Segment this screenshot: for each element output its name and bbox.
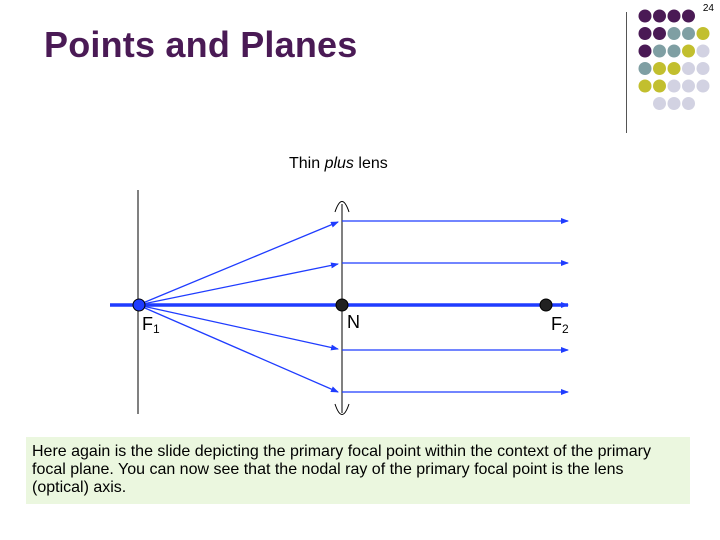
lens-caption-suffix: lens	[353, 155, 388, 172]
label-f1-sub: 1	[153, 322, 160, 336]
primary-focal-point-f1	[133, 299, 145, 311]
slide-number: 24	[702, 3, 714, 14]
explanation-note: Here again is the slide depicting the primary focal point within the context of the primary focal plane. You can now see that the nodal ray of the primary focal point is the lens (optical) axis.	[26, 437, 690, 504]
ray-1-incoming	[138, 222, 338, 305]
slide-title: Points and Planes	[44, 24, 358, 65]
label-f1	[142, 314, 160, 336]
label-f2-sub: 2	[562, 322, 569, 336]
label-n	[347, 312, 360, 333]
lens-caption-prefix: Thin	[289, 155, 325, 172]
label-f1-main: F	[142, 314, 153, 334]
ray-3-incoming	[138, 305, 338, 349]
label-n-main: N	[347, 312, 360, 332]
ray-4-incoming	[138, 305, 338, 392]
lens-caption-emphasis: plus	[324, 155, 354, 172]
label-f2	[551, 314, 569, 336]
secondary-focal-point-f2	[540, 299, 552, 311]
ray-2-incoming	[138, 264, 338, 305]
label-f2-main: F	[551, 314, 562, 334]
nodal-point-n	[336, 299, 348, 311]
